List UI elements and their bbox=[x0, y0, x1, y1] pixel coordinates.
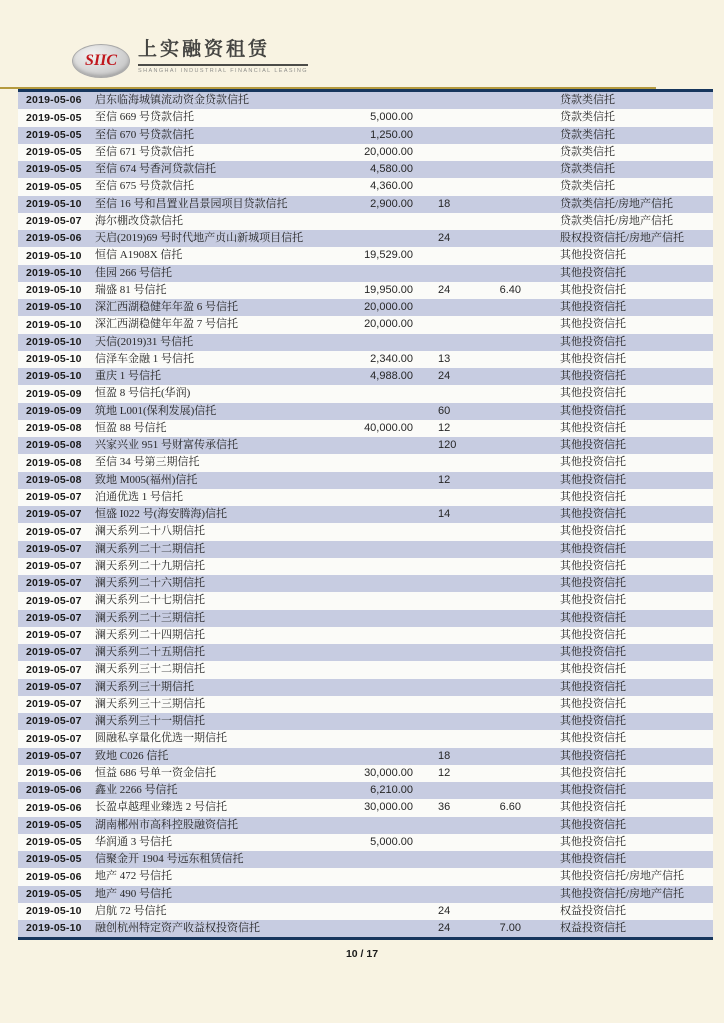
cell-amount: 2,900.00 bbox=[370, 197, 413, 210]
cell-category: 其他投资信托 bbox=[560, 766, 626, 779]
cell-term: 24 bbox=[438, 904, 451, 917]
cell-name: 致地 M005(福州)信托 bbox=[95, 473, 198, 486]
cell-category: 其他投资信托 bbox=[560, 387, 626, 400]
table-row bbox=[18, 627, 713, 644]
cell-category: 其他投资信托 bbox=[560, 784, 626, 797]
company-name-en: SHANGHAI INDUSTRIAL FINANCIAL LEASING bbox=[138, 67, 308, 74]
cell-date: 2019-05-08 bbox=[26, 456, 82, 469]
cell-date: 2019-05-07 bbox=[26, 646, 82, 659]
cell-date: 2019-05-08 bbox=[26, 473, 82, 486]
cell-name: 圆融私享量化优选一期信托 bbox=[95, 732, 227, 745]
table-row bbox=[18, 575, 713, 592]
cell-amount: 30,000.00 bbox=[364, 801, 413, 814]
cell-term: 60 bbox=[438, 404, 451, 417]
table-row bbox=[18, 851, 713, 868]
cell-term: 24 bbox=[438, 232, 451, 245]
cell-name: 澜天系列二十八期信托 bbox=[95, 525, 205, 538]
cell-name: 至信 671 号贷款信托 bbox=[95, 145, 194, 158]
table-row bbox=[18, 265, 713, 282]
cell-category: 其他投资信托 bbox=[560, 318, 626, 331]
table-row bbox=[18, 437, 713, 454]
cell-amount: 20,000.00 bbox=[364, 301, 413, 314]
cell-name: 华润通 3 号信托 bbox=[95, 835, 172, 848]
table-row bbox=[18, 109, 713, 126]
cell-amount: 4,580.00 bbox=[370, 163, 413, 176]
cell-term: 14 bbox=[438, 508, 451, 521]
table-row bbox=[18, 230, 713, 247]
cell-name: 天启(2019)69 号时代地产贞山新城项目信托 bbox=[95, 232, 304, 245]
cell-name: 澜天系列三十二期信托 bbox=[95, 663, 205, 676]
cell-date: 2019-05-07 bbox=[26, 749, 82, 762]
table-row bbox=[18, 403, 713, 420]
cell-category: 其他投资信托 bbox=[560, 818, 626, 831]
cell-category: 其他投资信托 bbox=[560, 525, 626, 538]
cell-date: 2019-05-10 bbox=[26, 318, 82, 331]
cell-date: 2019-05-09 bbox=[26, 387, 82, 400]
cell-date: 2019-05-05 bbox=[26, 853, 82, 866]
cell-date: 2019-05-10 bbox=[26, 370, 82, 383]
cell-term: 24 bbox=[438, 922, 451, 935]
cell-date: 2019-05-07 bbox=[26, 629, 82, 642]
cell-term: 18 bbox=[438, 197, 451, 210]
cell-category: 贷款类信托 bbox=[560, 180, 615, 193]
cell-date: 2019-05-10 bbox=[26, 353, 82, 366]
table-row bbox=[18, 334, 713, 351]
cell-name: 海尔棚改贷款信托 bbox=[95, 214, 183, 227]
cell-name: 鑫业 2266 号信托 bbox=[95, 784, 178, 797]
cell-category: 贷款类信托/房地产信托 bbox=[560, 197, 674, 210]
table-row bbox=[18, 92, 713, 109]
cell-term: 12 bbox=[438, 473, 451, 486]
cell-term: 120 bbox=[438, 439, 457, 452]
cell-name: 澜天系列二十二期信托 bbox=[95, 542, 205, 555]
cell-category: 其他投资信托 bbox=[560, 801, 626, 814]
cell-term: 36 bbox=[438, 801, 451, 814]
table-row bbox=[18, 713, 713, 730]
cell-date: 2019-05-09 bbox=[26, 404, 82, 417]
cell-name: 澜天系列二十六期信托 bbox=[95, 577, 205, 590]
cell-date: 2019-05-07 bbox=[26, 715, 82, 728]
cell-category: 其他投资信托 bbox=[560, 628, 626, 641]
table-row bbox=[18, 920, 713, 937]
cell-date: 2019-05-07 bbox=[26, 508, 82, 521]
table-row bbox=[18, 351, 713, 368]
cell-name: 至信 674 号香河贷款信托 bbox=[95, 163, 216, 176]
cell-rate: 6.40 bbox=[499, 283, 521, 296]
cell-category: 其他投资信托 bbox=[560, 490, 626, 503]
cell-rate: 6.60 bbox=[499, 801, 521, 814]
cell-category: 其他投资信托 bbox=[560, 421, 626, 434]
table-row bbox=[18, 127, 713, 144]
table-row bbox=[18, 868, 713, 885]
table-row bbox=[18, 523, 713, 540]
cell-term: 18 bbox=[438, 749, 451, 762]
cell-date: 2019-05-07 bbox=[26, 594, 82, 607]
cell-term: 13 bbox=[438, 352, 451, 365]
cell-category: 股权投资信托/房地产信托 bbox=[560, 232, 685, 245]
cell-name: 至信 16 号和昌置业昌景园项目贷款信托 bbox=[95, 197, 288, 210]
cell-date: 2019-05-07 bbox=[26, 698, 82, 711]
cell-name: 启航 72 号信托 bbox=[95, 904, 167, 917]
cell-name: 至信 669 号贷款信托 bbox=[95, 111, 194, 124]
cell-date: 2019-05-10 bbox=[26, 266, 82, 279]
cell-amount: 5,000.00 bbox=[370, 835, 413, 848]
table-row bbox=[18, 420, 713, 437]
cell-date: 2019-05-05 bbox=[26, 146, 82, 159]
cell-name: 湖南郴州市高科控股融资信托 bbox=[95, 818, 238, 831]
cell-name: 瑞盛 81 号信托 bbox=[95, 283, 167, 296]
cell-name: 澜天系列三十三期信托 bbox=[95, 697, 205, 710]
cell-name: 至信 34 号第三期信托 bbox=[95, 456, 200, 469]
cell-category: 贷款类信托 bbox=[560, 111, 615, 124]
cell-name: 恒盈 88 号信托 bbox=[95, 421, 167, 434]
cell-term: 24 bbox=[438, 370, 451, 383]
cell-category: 其他投资信托/房地产信托 bbox=[560, 887, 685, 900]
table-row bbox=[18, 817, 713, 834]
table-row bbox=[18, 903, 713, 920]
cell-name: 兴家兴业 951 号财富传承信托 bbox=[95, 439, 238, 452]
cell-amount: 40,000.00 bbox=[364, 421, 413, 434]
table-row bbox=[18, 782, 713, 799]
cell-date: 2019-05-07 bbox=[26, 732, 82, 745]
cell-amount: 19,950.00 bbox=[364, 283, 413, 296]
cell-category: 其他投资信托 bbox=[560, 577, 626, 590]
cell-name: 泊通优选 1 号信托 bbox=[95, 490, 183, 503]
cell-category: 其他投资信托 bbox=[560, 559, 626, 572]
cell-date: 2019-05-10 bbox=[26, 301, 82, 314]
cell-date: 2019-05-07 bbox=[26, 577, 82, 590]
page-indicator: 10 / 17 bbox=[345, 948, 379, 960]
cell-name: 恒益 686 号单一资金信托 bbox=[95, 766, 216, 779]
table-row bbox=[18, 730, 713, 747]
cell-date: 2019-05-10 bbox=[26, 284, 82, 297]
cell-date: 2019-05-05 bbox=[26, 111, 82, 124]
table-row bbox=[18, 506, 713, 523]
table-row bbox=[18, 661, 713, 678]
table-row bbox=[18, 299, 713, 316]
cell-name: 澜天系列二十三期信托 bbox=[95, 611, 205, 624]
siic-logo-text: SIIC bbox=[84, 52, 118, 69]
cell-category: 其他投资信托 bbox=[560, 283, 626, 296]
table-row bbox=[18, 610, 713, 627]
table-row bbox=[18, 765, 713, 782]
cell-name: 澜天系列二十五期信托 bbox=[95, 646, 205, 659]
cell-category: 其他投资信托 bbox=[560, 508, 626, 521]
table-row bbox=[18, 592, 713, 609]
cell-date: 2019-05-08 bbox=[26, 439, 82, 452]
cell-category: 贷款类信托/房地产信托 bbox=[560, 214, 674, 227]
table-row bbox=[18, 247, 713, 264]
table-row bbox=[18, 541, 713, 558]
cell-date: 2019-05-07 bbox=[26, 542, 82, 555]
cell-category: 权益投资信托 bbox=[560, 922, 626, 935]
cell-category: 其他投资信托 bbox=[560, 456, 626, 469]
cell-name: 地产 490 号信托 bbox=[95, 887, 172, 900]
cell-date: 2019-05-07 bbox=[26, 611, 82, 624]
cell-category: 其他投资信托 bbox=[560, 680, 626, 693]
cell-term: 12 bbox=[438, 421, 451, 434]
cell-name: 启东临海城镇流动资金贷款信托 bbox=[95, 94, 249, 107]
cell-amount: 4,360.00 bbox=[370, 180, 413, 193]
cell-date: 2019-05-05 bbox=[26, 128, 82, 141]
cell-date: 2019-05-05 bbox=[26, 163, 82, 176]
table-row bbox=[18, 696, 713, 713]
cell-category: 其他投资信托 bbox=[560, 835, 626, 848]
cell-date: 2019-05-05 bbox=[26, 818, 82, 831]
cell-term: 12 bbox=[438, 766, 451, 779]
siic-logo-icon bbox=[72, 44, 130, 78]
cell-category: 贷款类信托 bbox=[560, 94, 615, 107]
table-row bbox=[18, 558, 713, 575]
cell-category: 其他投资信托 bbox=[560, 715, 626, 728]
cell-date: 2019-05-07 bbox=[26, 560, 82, 573]
table-row bbox=[18, 748, 713, 765]
cell-name: 融创杭州特定资产收益权投资信托 bbox=[95, 922, 260, 935]
cell-category: 其他投资信托 bbox=[560, 732, 626, 745]
report-header bbox=[72, 40, 308, 78]
cell-date: 2019-05-07 bbox=[26, 215, 82, 228]
table-row bbox=[18, 489, 713, 506]
cell-date: 2019-05-06 bbox=[26, 94, 82, 107]
cell-name: 恒信 A1908X 信托 bbox=[95, 249, 183, 262]
cell-category: 其他投资信托 bbox=[560, 594, 626, 607]
cell-name: 重庆 1 号信托 bbox=[95, 370, 161, 383]
cell-category: 贷款类信托 bbox=[560, 145, 615, 158]
cell-date: 2019-05-06 bbox=[26, 870, 82, 883]
cell-category: 其他投资信托 bbox=[560, 749, 626, 762]
cell-category: 贷款类信托 bbox=[560, 163, 615, 176]
cell-date: 2019-05-07 bbox=[26, 680, 82, 693]
cell-category: 其他投资信托 bbox=[560, 266, 626, 279]
table-row bbox=[18, 368, 713, 385]
cell-category: 贷款类信托 bbox=[560, 128, 615, 141]
cell-date: 2019-05-07 bbox=[26, 525, 82, 538]
cell-date: 2019-05-06 bbox=[26, 767, 82, 780]
page-footer bbox=[0, 948, 724, 960]
cell-amount: 4,988.00 bbox=[370, 370, 413, 383]
cell-name: 恒盛 I022 号(海安腾海)信托 bbox=[95, 508, 227, 521]
cell-date: 2019-05-06 bbox=[26, 232, 82, 245]
cell-category: 其他投资信托 bbox=[560, 301, 626, 314]
cell-amount: 1,250.00 bbox=[370, 128, 413, 141]
cell-date: 2019-05-07 bbox=[26, 491, 82, 504]
cell-amount: 5,000.00 bbox=[370, 111, 413, 124]
cell-category: 其他投资信托 bbox=[560, 352, 626, 365]
cell-name: 信泽车金融 1 号信托 bbox=[95, 352, 194, 365]
table-row bbox=[18, 454, 713, 471]
cell-name: 至信 675 号贷款信托 bbox=[95, 180, 194, 193]
table-row bbox=[18, 472, 713, 489]
cell-date: 2019-05-05 bbox=[26, 836, 82, 849]
cell-term: 24 bbox=[438, 283, 451, 296]
table-row bbox=[18, 196, 713, 213]
cell-category: 其他投资信托 bbox=[560, 249, 626, 262]
cell-amount: 19,529.00 bbox=[364, 249, 413, 262]
cell-name: 恒盈 8 号信托(华润) bbox=[95, 387, 191, 400]
cell-date: 2019-05-08 bbox=[26, 422, 82, 435]
table-row bbox=[18, 799, 713, 816]
cell-name: 信聚金开 1904 号远东租赁信托 bbox=[95, 853, 244, 866]
cell-category: 其他投资信托 bbox=[560, 697, 626, 710]
cell-name: 澜天系列二十九期信托 bbox=[95, 559, 205, 572]
cell-name: 筑地 L001(保利发展)信托 bbox=[95, 404, 217, 417]
cell-amount: 20,000.00 bbox=[364, 318, 413, 331]
company-name-cn: 上实融资租赁 bbox=[138, 40, 308, 66]
cell-amount: 30,000.00 bbox=[364, 766, 413, 779]
cell-category: 其他投资信托/房地产信托 bbox=[560, 870, 685, 883]
cell-category: 其他投资信托 bbox=[560, 404, 626, 417]
cell-name: 深汇西湖稳健年年盈 7 号信托 bbox=[95, 318, 238, 331]
cell-date: 2019-05-05 bbox=[26, 887, 82, 900]
cell-category: 其他投资信托 bbox=[560, 542, 626, 555]
cell-category: 其他投资信托 bbox=[560, 439, 626, 452]
table-row bbox=[18, 679, 713, 696]
cell-name: 澜天系列二十七期信托 bbox=[95, 594, 205, 607]
cell-date: 2019-05-10 bbox=[26, 197, 82, 210]
cell-category: 其他投资信托 bbox=[560, 335, 626, 348]
cell-date: 2019-05-06 bbox=[26, 801, 82, 814]
cell-name: 澜天系列三十一期信托 bbox=[95, 715, 205, 728]
cell-category: 其他投资信托 bbox=[560, 473, 626, 486]
cell-category: 权益投资信托 bbox=[560, 904, 626, 917]
table-row bbox=[18, 178, 713, 195]
cell-name: 天信(2019)31 号信托 bbox=[95, 335, 194, 348]
cell-date: 2019-05-06 bbox=[26, 784, 82, 797]
cell-name: 至信 670 号贷款信托 bbox=[95, 128, 194, 141]
cell-amount: 2,340.00 bbox=[370, 352, 413, 365]
table-row bbox=[18, 282, 713, 299]
cell-amount: 20,000.00 bbox=[364, 145, 413, 158]
cell-category: 其他投资信托 bbox=[560, 663, 626, 676]
cell-name: 澜天系列二十四期信托 bbox=[95, 628, 205, 641]
table-row bbox=[18, 886, 713, 903]
table-row bbox=[18, 213, 713, 230]
cell-category: 其他投资信托 bbox=[560, 853, 626, 866]
cell-date: 2019-05-10 bbox=[26, 335, 82, 348]
cell-amount: 6,210.00 bbox=[370, 784, 413, 797]
cell-date: 2019-05-10 bbox=[26, 905, 82, 918]
table-row bbox=[18, 385, 713, 402]
cell-category: 其他投资信托 bbox=[560, 611, 626, 624]
cell-date: 2019-05-10 bbox=[26, 922, 82, 935]
table-row bbox=[18, 144, 713, 161]
cell-date: 2019-05-05 bbox=[26, 180, 82, 193]
cell-category: 其他投资信托 bbox=[560, 370, 626, 383]
cell-name: 澜天系列三十期信托 bbox=[95, 680, 194, 693]
cell-date: 2019-05-10 bbox=[26, 249, 82, 262]
table-row bbox=[18, 161, 713, 178]
cell-name: 深汇西湖稳健年年盈 6 号信托 bbox=[95, 301, 238, 314]
cell-name: 致地 C026 信托 bbox=[95, 749, 169, 762]
cell-name: 长盈卓越理业臻选 2 号信托 bbox=[95, 801, 227, 814]
logo-text-block bbox=[138, 40, 308, 74]
table-row bbox=[18, 644, 713, 661]
table-row bbox=[18, 316, 713, 333]
cell-rate: 7.00 bbox=[499, 922, 521, 935]
trust-table bbox=[18, 89, 713, 940]
cell-category: 其他投资信托 bbox=[560, 646, 626, 659]
cell-name: 地产 472 号信托 bbox=[95, 870, 172, 883]
cell-date: 2019-05-07 bbox=[26, 663, 82, 676]
table-row bbox=[18, 834, 713, 851]
cell-name: 佳园 266 号信托 bbox=[95, 266, 172, 279]
